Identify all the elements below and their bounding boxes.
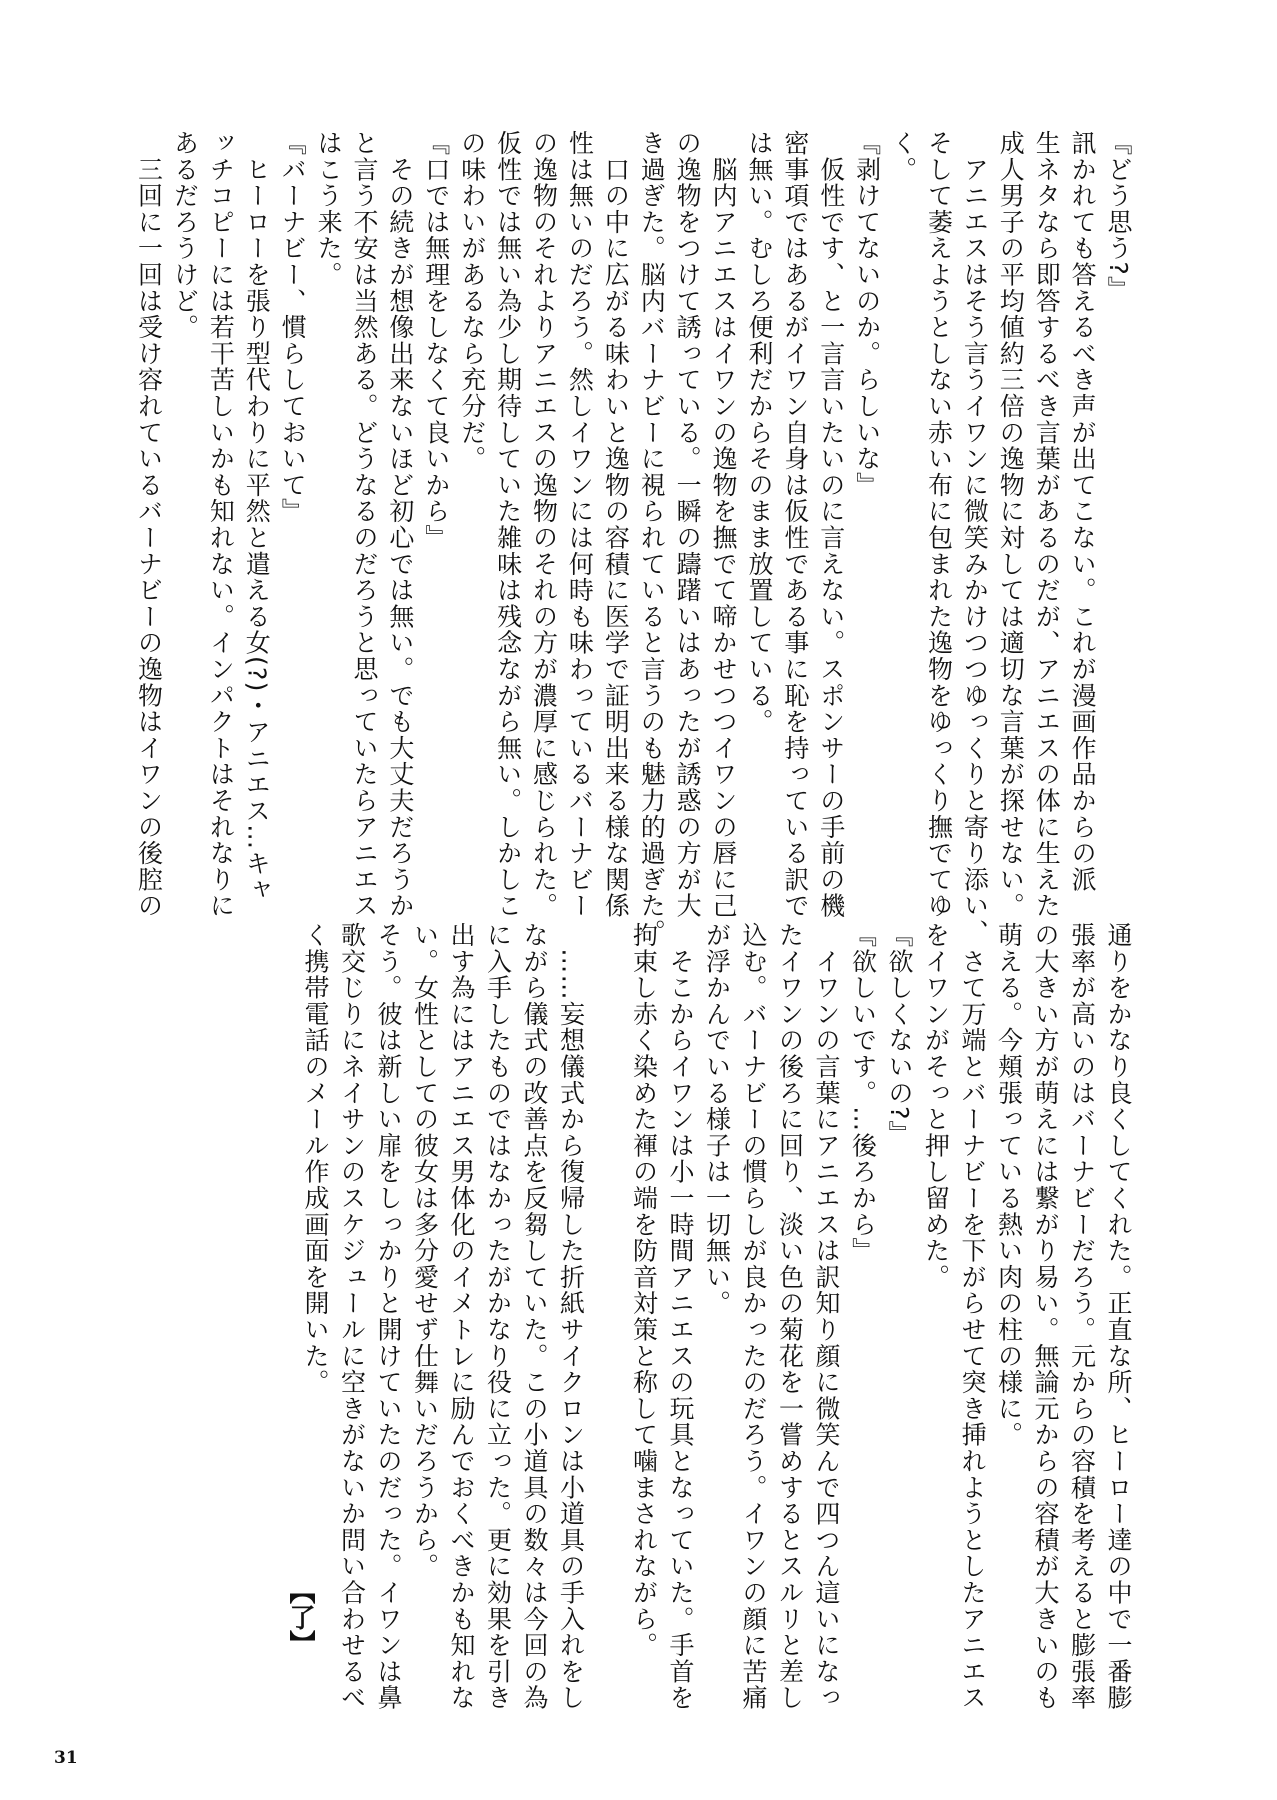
- text-column: たイワンの後ろに回り、淡い色の菊花を一嘗めするとスルリと差し: [775, 922, 805, 1711]
- text-column: 仮性です、と一言言いたいのに言えない。スポンサーの手前の機: [816, 130, 846, 919]
- text-column: 脳内アニエスはイワンの逸物を撫でて啼かせつつイワンの唇に己: [709, 130, 739, 919]
- page-number: 31: [54, 1748, 78, 1768]
- text-column: 口の中に広がる味わいと逸物の容積に医学で証明出来る様な関係: [601, 130, 631, 919]
- text-column: 生ネタなら即答するべき言葉があるのだが、アニエスの体に生えた: [1032, 130, 1062, 919]
- text-column: の大きい方が萌えには繋がり易い。無論元からの容積が大きいのも: [1031, 922, 1060, 1711]
- text-column: 三回に一回は受け容れているバーナビーの逸物はイワンの後腔の: [134, 130, 164, 919]
- text-column: 通りをかなり良くしてくれた。正直な所、ヒーロー達の中で一番膨: [1104, 922, 1133, 1711]
- text-column: は無い。むしろ便利だからそのまま放置している。: [744, 130, 774, 735]
- text-column: イワンの言葉にアニエスは訳知り顔に微笑んで四つん這いになっ: [812, 922, 841, 1711]
- text-column: あるだろうけど。: [170, 130, 200, 341]
- text-column: 『欲しいです。…後ろから』: [848, 922, 878, 1264]
- text-column: と言う不安は当然ある。どうなるのだろうと思っていたらアニエス: [349, 130, 379, 919]
- text-column: そう。彼は新しい扉をしっかりと開けていたのだった。イワンは鼻: [374, 922, 403, 1711]
- text-column: の逸物をつけて誘っている。一瞬の躊躇いはあったが誘惑の方が大: [673, 130, 703, 919]
- text-column: をイワンがそっと押し留めた。: [921, 922, 951, 1291]
- text-column: そこからイワンは小一時間アニエスの玩具となっていた。手首を: [666, 922, 695, 1711]
- text-column: 萌える。今頬張っている熱い肉の柱の様に。: [994, 922, 1024, 1448]
- text-column: さて万端とバーナビーを下がらせて突き挿れようとしたアニエス: [958, 922, 987, 1711]
- text-column: 性は無いのだろう。然しイワンには何時も味わっているバーナビー: [565, 130, 595, 919]
- text-column: 『口では無理をしなくて良いから』: [421, 130, 451, 551]
- text-column: が浮かんでいる様子は一切無い。: [702, 922, 732, 1317]
- bottom-text-block: [296, 922, 1136, 1711]
- text-column: ヒーローを張り型代わりに平然と遣える女(?)・アニエス…キャ: [242, 130, 272, 904]
- text-column: 密事項ではあるがイワン自身は仮性である事に恥を持っている訳で: [780, 130, 810, 919]
- text-column: 拘束し赤く染めた褌の端を防音対策と称して噛まされながら。: [629, 922, 659, 1659]
- text-column: ……妄想儀式から復帰した折紙サイクロンは小道具の手入れをし: [556, 922, 586, 1711]
- text-column: 訊かれても答えるべき声が出てこない。これが漫画作品からの派: [1068, 130, 1098, 893]
- text-column: はこう来た。: [314, 130, 344, 288]
- text-column: そして萎えようとしない赤い布に包まれた逸物をゆっくり撫でてゆ: [924, 130, 954, 919]
- text-column: の逸物のそれよりアニエスの逸物のそれの方が濃厚に感じられた。: [529, 130, 559, 919]
- top-text-block: [131, 130, 1136, 946]
- text-column: い。女性としての彼女は多分愛せず仕舞いだろうから。: [410, 922, 440, 1580]
- text-column: の味わいがあるなら充分だ。: [457, 130, 487, 472]
- text-column: く。: [888, 130, 918, 183]
- text-column: [589, 922, 626, 1667]
- text-column: に入手したものではなかったがかなり役に立った。更に効果を引き: [483, 922, 513, 1711]
- text-column: き過ぎた。脳内バーナビーに視られていると言うのも魅力的過ぎた。: [637, 130, 667, 946]
- text-column: 『欲しくないの?』: [885, 922, 914, 1147]
- end-mark: 【了】: [285, 1578, 315, 1656]
- text-column: 込む。バーナビーの慣らしが良かったのだろう。イワンの顔に苦痛: [739, 922, 768, 1711]
- text-column: 仮性では無い為少し期待していた雑味は残念ながら無い。しかしこ: [493, 130, 523, 919]
- text-column: アニエスはそう言うイワンに微笑みかけつつゆっくりと寄り添い、: [960, 130, 990, 946]
- text-column: 出す為にはアニエス男体化のイメトレに励んでおくべきかも知れな: [447, 922, 476, 1711]
- text-column: 『剥けてないのか。らしいな』: [852, 130, 882, 499]
- text-column: 『どう思う?』: [1104, 130, 1133, 303]
- text-column: その続きが想像出来ないほど初心では無い。でも大丈夫だろうか: [385, 130, 415, 919]
- text-column: 成人男子の平均値約三倍の逸物に対しては適切な言葉が探せない。: [996, 130, 1026, 919]
- text-column: 歌交じりにネイサンのスケジュールに空きがないか問い合わせるべ: [337, 922, 367, 1711]
- text-column: 『バーナビー、慣らしておいて』: [278, 130, 308, 525]
- text-column: 張率が高いのはバーナビーだろう。元からの容積を考えると膨張率: [1067, 922, 1097, 1711]
- text-column: ながら儀式の改善点を反芻していた。この小道具の数々は今回の為: [520, 922, 549, 1711]
- text-column: く携帯電話のメール作成画面を開いた。: [301, 922, 330, 1396]
- text-column: ッチコピーには若干苦しいかも知れない。インパクトはそれなりに: [206, 130, 236, 919]
